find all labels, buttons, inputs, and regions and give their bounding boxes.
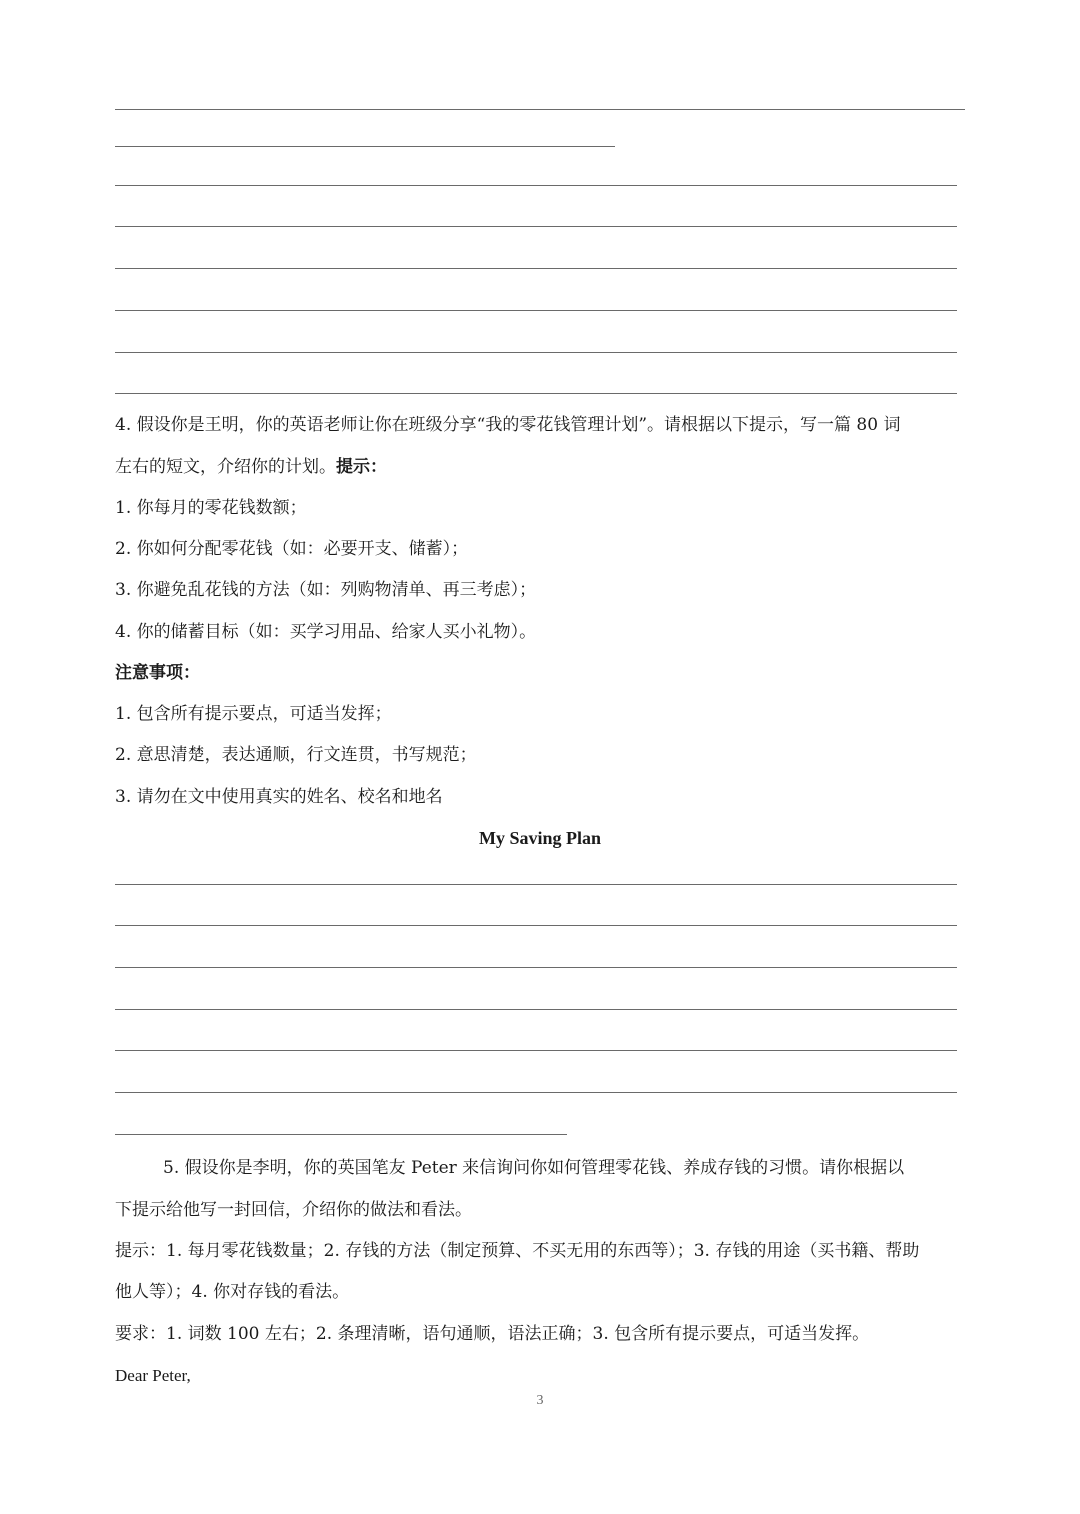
q5-prompt-line-1: 5. 假设你是李明，你的英国笔友 Peter 来信询问你如何管理零花钱、养成存钱的习惯。请你根据以 [163, 1158, 905, 1178]
writing-line[interactable] [115, 310, 957, 311]
q4-prompt-line-2 [115, 455, 387, 479]
q5-requirements: 要求：1. 词数 100 左右；2. 条理清晰，语句通顺，语法正确；3. 包含所有提示要点，可适当发挥。 [115, 1324, 870, 1344]
q4-note-item: 2. 意思清楚，表达通顺，行文连贯，书写规范； [115, 745, 477, 765]
writing-line[interactable] [115, 393, 957, 394]
writing-line[interactable] [115, 146, 615, 147]
q4-hint-item: 1. 你每月的零花钱数额； [115, 498, 307, 518]
q4-hint-item: 3. 你避免乱花钱的方法（如：列购物清单、再三考虑）； [115, 580, 537, 600]
q4-notes-heading: 注意事项： [115, 663, 200, 683]
q5-salutation: Dear Peter, [115, 1366, 191, 1385]
writing-line[interactable] [115, 226, 957, 227]
q4-hint-item: 2. 你如何分配零花钱（如：必要开支、储蓄）； [115, 539, 469, 559]
writing-line[interactable] [115, 1092, 957, 1093]
q5-hint-line-1: 提示：1. 每月零花钱数量；2. 存钱的方法（制定预算、不买无用的东西等）；3. 存钱的用途（买书籍、帮助 [115, 1241, 920, 1261]
writing-line[interactable] [115, 1134, 567, 1135]
writing-line[interactable] [115, 925, 957, 926]
q4-note-item: 1. 包含所有提示要点，可适当发挥； [115, 704, 392, 724]
writing-line[interactable] [115, 1009, 957, 1010]
essay-title: My Saving Plan [478, 828, 602, 848]
writing-line[interactable] [115, 185, 957, 186]
q4-hints-heading: 提示： [336, 457, 387, 477]
q4-hint-item: 4. 你的储蓄目标（如：买学习用品、给家人买小礼物）。 [115, 622, 537, 642]
q4-prompt-line-2-text: 左右的短文，介绍你的计划。 [115, 457, 336, 477]
writing-line[interactable] [115, 109, 965, 110]
q5-hint-line-2: 他人等）；4. 你对存钱的看法。 [115, 1282, 350, 1302]
q4-note-item: 3. 请勿在文中使用真实的姓名、校名和地名 [115, 787, 443, 807]
q4-prompt-line-1: 4. 假设你是王明，你的英语老师让你在班级分享“我的零花钱管理计划”。请根据以下提示，写一篇 80 词 [115, 415, 901, 435]
writing-line[interactable] [115, 884, 957, 885]
q5-prompt-line-2: 下提示给他写一封回信，介绍你的做法和看法。 [115, 1200, 472, 1220]
writing-line[interactable] [115, 1050, 957, 1051]
page-number: 3 [536, 1393, 544, 1408]
writing-line[interactable] [115, 967, 957, 968]
writing-line[interactable] [115, 268, 957, 269]
writing-line[interactable] [115, 352, 957, 353]
